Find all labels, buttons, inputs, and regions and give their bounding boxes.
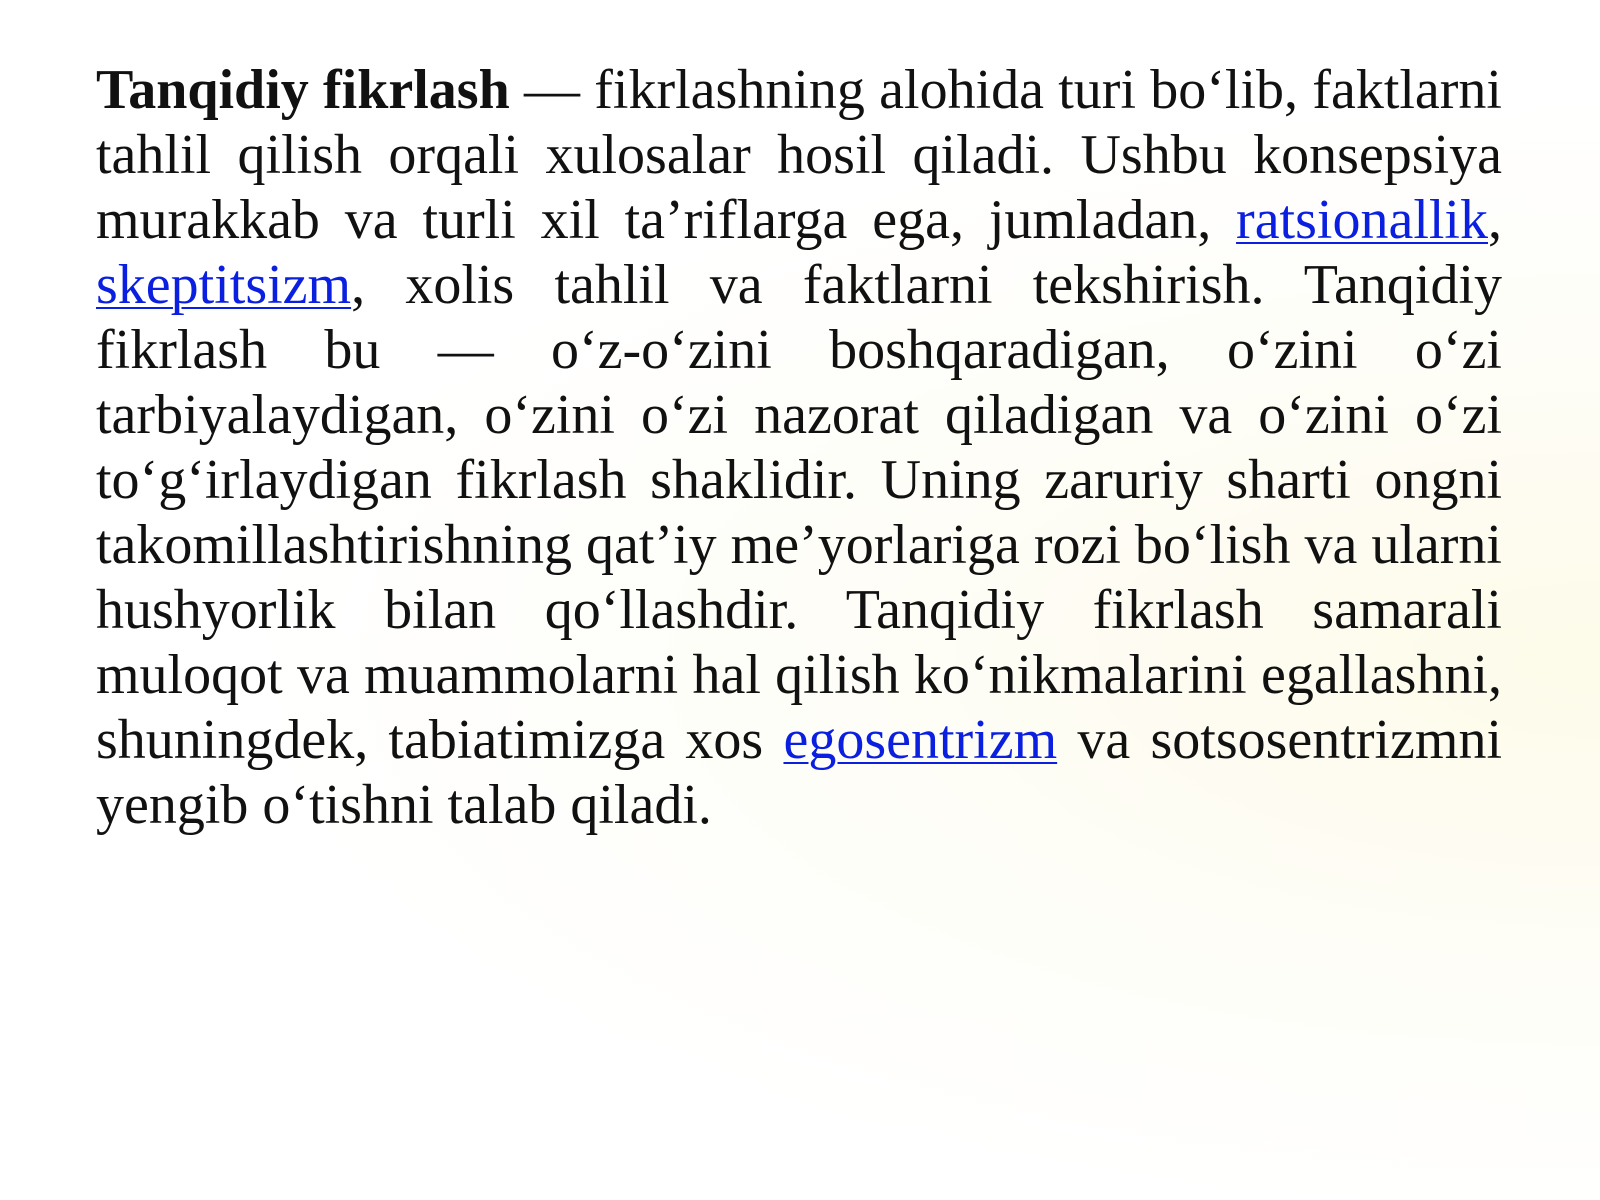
link-ratsionallik[interactable]: ratsionallik	[1236, 189, 1488, 251]
body-paragraph	[96, 58, 1502, 838]
paragraph-text-2: , xolis tahlil va faktlarni tekshirish. Tanqidiy fikrlash bu — o‘z-o‘zini boshqaradigan, o‘zini o‘zi tarbiyalaydigan, o‘zini o‘zi nazorat qiladigan va o‘zini o‘zi to‘g‘irlaydigan fikrlash shaklidir. Uning zaruriy sharti ongni takomillashtirishning qat’iy me’yorlariga rozi bo‘lish va ularni hushyorlik bilan qo‘llashdir. Tanqidiy fikrlash samarali muloqot va muammolarni hal qilish ko‘nikmalarini egallashni, shuningdek, tabiatimizga xos	[96, 254, 1502, 771]
paragraph-text-3: va sotsosentrizmni yengib o‘tishni talab qiladi.	[96, 709, 1502, 836]
link-skeptitsizm[interactable]: skeptitsizm	[96, 254, 352, 316]
paragraph-text-1: — fikrlashning alohida turi bo‘lib, faktlarni tahlil qilish orqali xulosalar hosil qiladi. Ushbu konsepsiya murakkab va turli xil ta’riflarga ega, jumladan,	[96, 59, 1502, 251]
term-heading: Tanqidiy fikrlash	[96, 59, 510, 121]
paragraph-separator: ,	[1488, 189, 1502, 251]
link-egosentrizm[interactable]: egosentrizm	[783, 709, 1058, 771]
